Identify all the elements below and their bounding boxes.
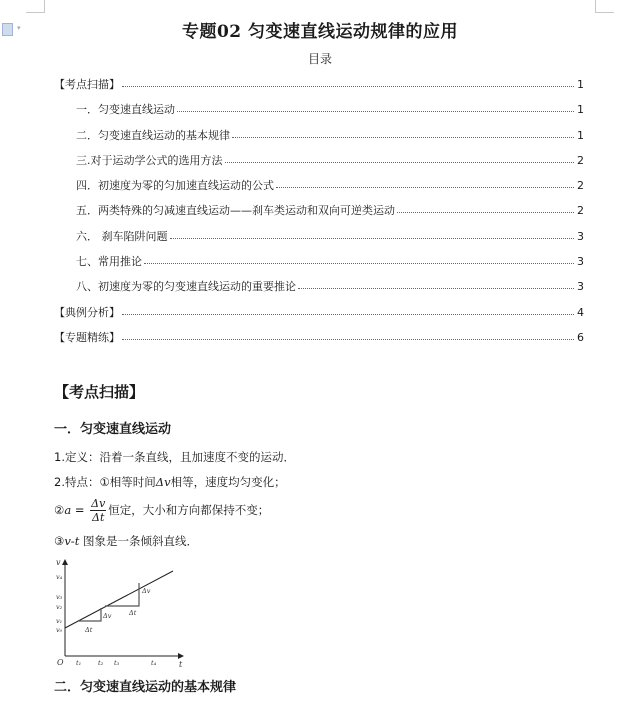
x-tick-t3: t₃ <box>114 659 120 667</box>
toc-entry-label[interactable]: 五．两类特殊的匀减速直线运动——刹车类运动和双向可逆类运动 <box>76 204 395 218</box>
text: ② <box>54 503 65 517</box>
toc-entry-label[interactable]: 一．匀变速直线运动 <box>76 103 175 117</box>
delta-v-label-1: Δv <box>103 612 112 620</box>
subsection-heading-1: 一．匀变速直线运动 <box>54 422 172 437</box>
toc-page-number[interactable]: 2 <box>577 179 584 193</box>
toc-entry[interactable] <box>54 76 584 101</box>
toc-page-number[interactable]: 1 <box>577 128 584 142</box>
toc-leader-dots <box>122 331 574 340</box>
toc-entry-label[interactable]: 【考点扫描】 <box>54 78 120 91</box>
y-tick-v1: v₁ <box>56 617 63 625</box>
y-tick-v2: v₂ <box>56 603 63 611</box>
toc-leader-dots <box>225 154 575 163</box>
toc-entry[interactable] <box>54 202 584 227</box>
math-var: a <box>64 503 72 517</box>
table-of-contents <box>54 76 584 354</box>
paragraph-definition: 1.定义：沿着一条直线，且加速度不变的运动． <box>54 450 295 464</box>
toc-leader-dots <box>170 230 575 239</box>
paragraph-feature-1 <box>54 474 286 490</box>
toc-entry[interactable] <box>54 253 584 278</box>
text: 恒定，大小和方向都保持不变； <box>108 503 270 517</box>
vt-graph-figure <box>55 556 190 670</box>
text: 相等，速度均匀变化； <box>170 475 286 489</box>
toc-entry[interactable] <box>54 177 584 202</box>
velocity-line <box>65 571 173 628</box>
page-corner-mark-left <box>26 0 45 13</box>
toc-entry[interactable] <box>54 304 584 329</box>
toc-page-number[interactable]: 3 <box>577 229 584 243</box>
toc-page-number[interactable]: 2 <box>577 204 584 218</box>
fraction <box>90 497 106 524</box>
delta-v-label-2: Δv <box>142 587 151 595</box>
y-axis-label: v <box>56 558 61 567</box>
math-eq: = <box>71 503 89 517</box>
toc-leader-dots <box>276 179 574 188</box>
page-corner-mark-right <box>595 0 614 13</box>
toc-entry-label[interactable]: 四．初速度为零的匀加速直线运动的公式 <box>76 179 274 193</box>
toc-entry-label[interactable]: 三.对于运动学公式的选用方法 <box>76 153 223 167</box>
toc-entry[interactable] <box>54 127 584 152</box>
toc-entry[interactable] <box>54 228 584 253</box>
toc-page-number[interactable]: 4 <box>577 305 584 319</box>
toc-entry[interactable] <box>54 329 584 354</box>
toc-heading: 目录 <box>307 52 332 66</box>
delta-t-bracket-2 <box>105 583 139 606</box>
toc-page-number[interactable]: 3 <box>577 280 584 294</box>
x-tick-t4: t₄ <box>151 659 157 667</box>
y-tick-v3: v₃ <box>56 593 63 601</box>
text: 图象是一条倾斜直线． <box>79 534 198 548</box>
toc-page-number[interactable]: 6 <box>577 330 584 344</box>
toc-leader-dots <box>232 129 574 138</box>
toc-entry[interactable] <box>54 152 584 177</box>
toc-page-number[interactable]: 1 <box>577 78 584 91</box>
y-tick-v4: v₄ <box>56 573 63 581</box>
text: 2.特点：①相等时间 <box>54 475 156 489</box>
section-heading: 【考点扫描】 <box>54 383 145 401</box>
fraction-denominator: Δt <box>92 511 105 524</box>
toc-page-number[interactable]: 2 <box>577 153 584 167</box>
toc-leader-dots <box>177 103 574 112</box>
toc-entry-label[interactable]: 【典例分析】 <box>54 305 120 319</box>
toc-leader-dots <box>397 204 574 213</box>
delta-t-label-1: Δt <box>85 626 93 634</box>
x-tick-t2: t₂ <box>98 659 104 667</box>
toc-leader-dots <box>122 306 574 315</box>
toc-entry-label[interactable]: 【专题精练】 <box>54 330 120 344</box>
document-title: 专题02 匀变速直线运动规律的应用 <box>181 22 459 42</box>
delta-t-label-2: Δt <box>129 609 137 617</box>
y-tick-v0: v₀ <box>56 626 63 634</box>
x-tick-t1: t₁ <box>76 659 82 667</box>
fraction-numerator: Δv <box>91 497 106 510</box>
dropdown-arrow-icon[interactable]: ▾ <box>17 24 21 32</box>
toc-page-number[interactable]: 1 <box>577 103 584 117</box>
toc-leader-dots <box>298 280 574 289</box>
paragraph-feature-3 <box>54 533 198 549</box>
toc-entry-label[interactable]: 二．匀变速直线运动的基本规律 <box>76 128 230 142</box>
toc-entry[interactable] <box>54 101 584 126</box>
origin-label: O <box>57 658 64 667</box>
text: ③ <box>54 534 65 548</box>
x-axis-label: t <box>179 660 183 669</box>
math-var: Δv <box>155 475 171 489</box>
subsection-heading-2: 二．匀变速直线运动的基本规律 <box>54 680 237 695</box>
toc-entry-label[interactable]: 八、初速度为零的匀变速直线运动的重要推论 <box>76 280 296 294</box>
toc-leader-dots <box>122 78 574 87</box>
toc-entry-label[interactable]: 六． 刹车陷阱问题 <box>76 229 168 243</box>
toc-entry[interactable] <box>54 278 584 303</box>
paragraph-feature-2 <box>54 497 269 524</box>
toc-entry-label[interactable]: 七、常用推论 <box>76 255 142 269</box>
toc-page-number[interactable]: 3 <box>577 255 584 269</box>
math-var: v-t <box>64 534 80 548</box>
toc-leader-dots <box>144 255 574 264</box>
